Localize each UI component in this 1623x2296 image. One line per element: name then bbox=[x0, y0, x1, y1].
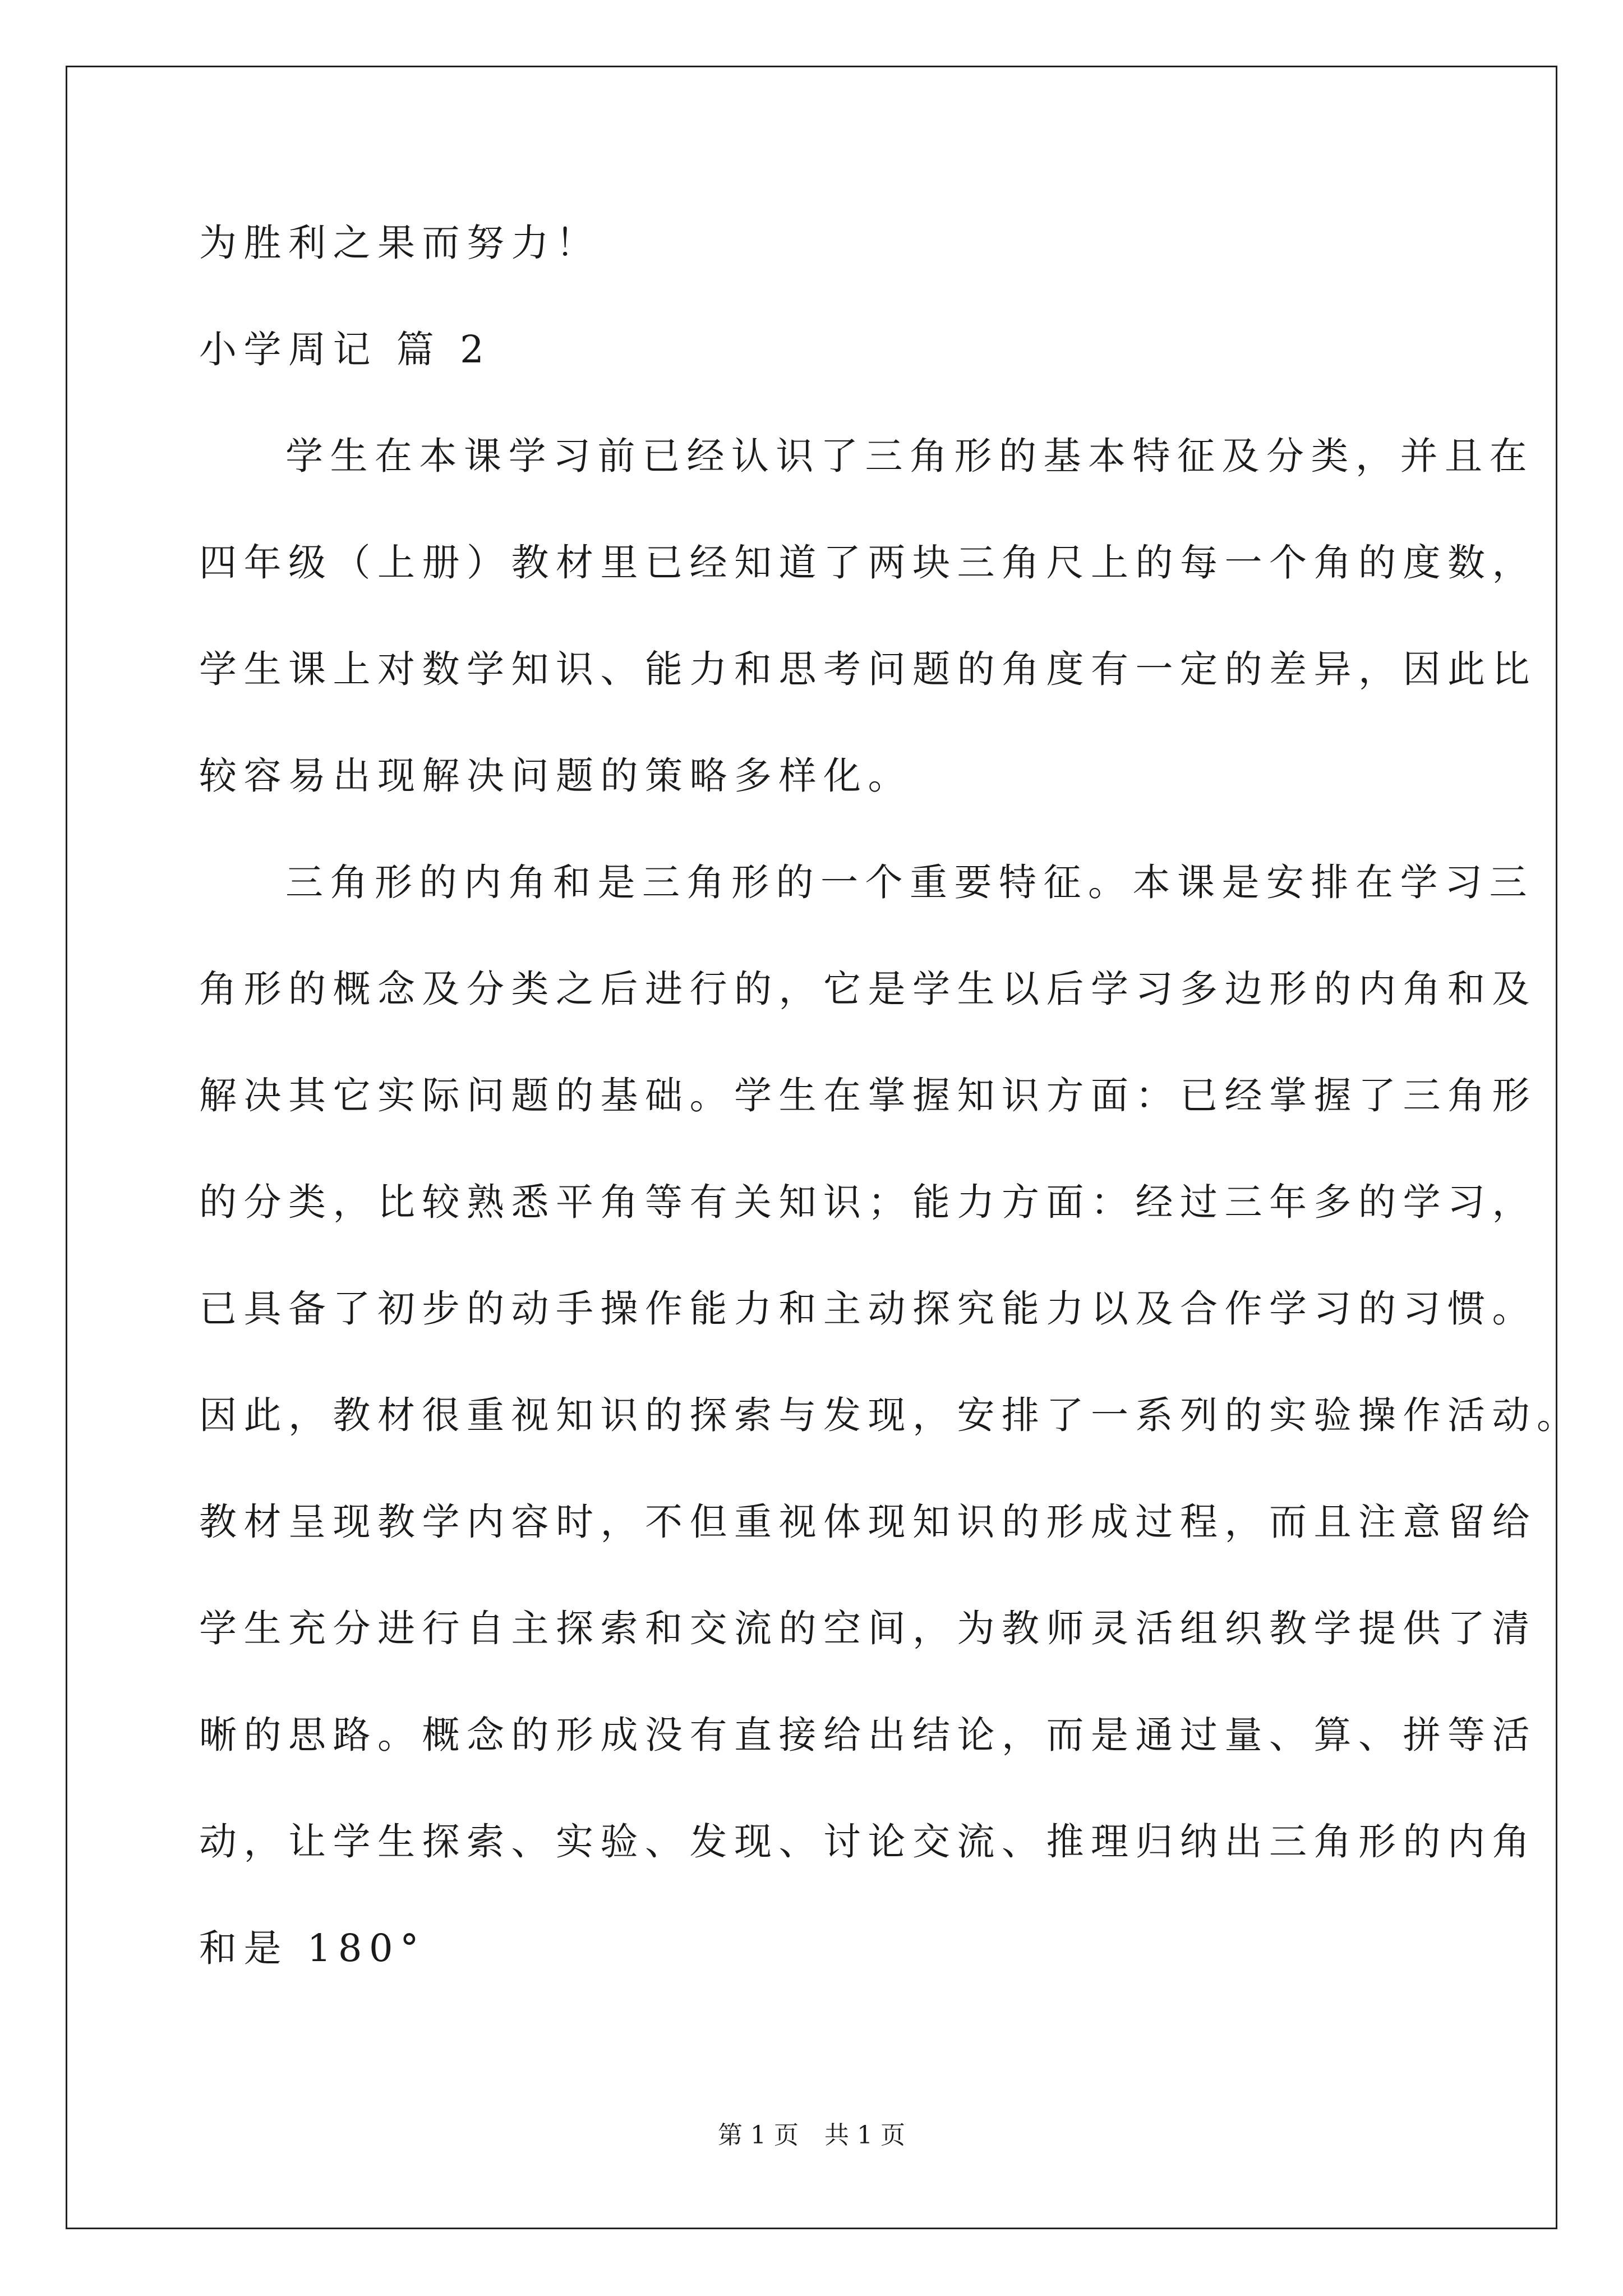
text-line: 为胜利之果而努力！ bbox=[199, 221, 601, 265]
paragraph-2-line: 解决其它实际问题的基础。学生在掌握知识方面：已经掌握了三角形 bbox=[199, 1074, 1537, 1117]
paragraph-2-line: 的分类，比较熟悉平角等有关知识；能力方面：经过三年多的学习， bbox=[199, 1180, 1537, 1224]
paragraph-2-line: 角形的概念及分类之后进行的，它是学生以后学习多边形的内角和及 bbox=[199, 967, 1537, 1011]
paragraph-2-line: 晰的思路。概念的形成没有直接给出结论，而是通过量、算、拼等活 bbox=[199, 1713, 1537, 1757]
paragraph-2-line: 动，让学生探索、实验、发现、讨论交流、推理归纳出三角形的内角 bbox=[199, 1820, 1537, 1864]
paragraph-1-line: 学生在本课学习前已经认识了三角形的基本特征及分类，并且在 bbox=[285, 434, 1534, 478]
paragraph-2-line: 和是 180° bbox=[199, 1926, 426, 1970]
page-number: 第 1 页 bbox=[718, 2121, 799, 2150]
paragraph-1-line: 较容易出现解决问题的策略多样化。 bbox=[199, 754, 912, 798]
document-body bbox=[199, 216, 1581, 1975]
page-footer bbox=[0, 2119, 1623, 2152]
paragraph-2-line: 已具备了初步的动手操作能力和主动探究能力以及合作学习的习惯。 bbox=[199, 1287, 1537, 1331]
paragraph-2-line: 学生充分进行自主探索和交流的空间，为教师灵活组织教学提供了清 bbox=[199, 1607, 1537, 1650]
page-total: 共 1 页 bbox=[824, 2121, 905, 2150]
paragraph-1-line: 学生课上对数学知识、能力和思考问题的角度有一定的差异，因此比 bbox=[199, 647, 1537, 691]
section-heading: 小学周记 篇 2 bbox=[199, 328, 491, 371]
paragraph-1-line: 四年级（上册）教材里已经知道了两块三角尺上的每一个角的度数， bbox=[199, 541, 1537, 585]
paragraph-2-line: 三角形的内角和是三角形的一个重要特征。本课是安排在学习三 bbox=[285, 861, 1534, 904]
paragraph-2-line: 因此，教材很重视知识的探索与发现，安排了一系列的实验操作活动。 bbox=[199, 1393, 1581, 1437]
paragraph-2-line: 教材呈现教学内容时，不但重视体现知识的形成过程，而且注意留给 bbox=[199, 1500, 1537, 1544]
